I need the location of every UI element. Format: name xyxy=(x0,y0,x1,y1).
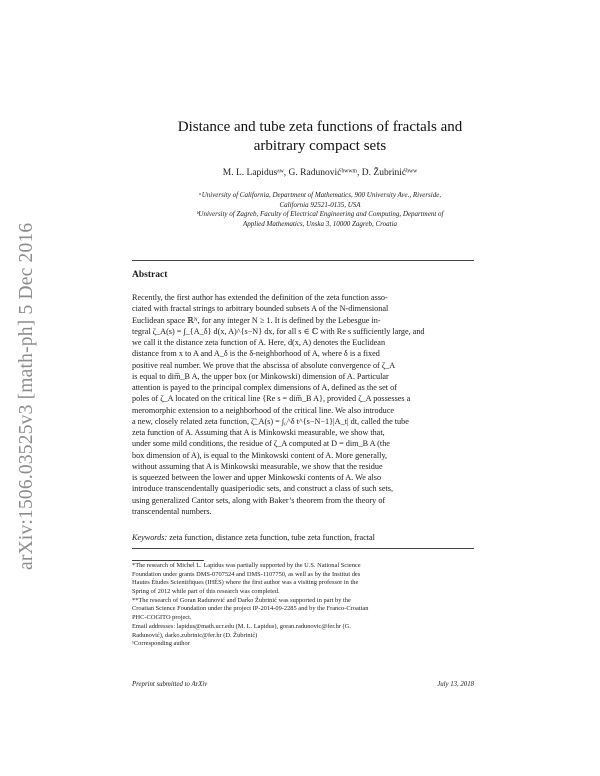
abstract-line: positive real number. We prove that the abscissa of absolute convergence of ζ_A xyxy=(132,360,396,370)
abstract-line: Recently, the first author has extended the definition of the zeta function asso- xyxy=(132,293,388,302)
footnote-line: Email addresses: lapidus@math.ucr.edu (M. L. Lapidus), goran.radunovic@fer.hr (G. xyxy=(132,622,351,630)
keywords xyxy=(132,533,474,542)
affiliation-a-line-1: ᵃUniversity of California, Department of Mathematics, 900 University Ave., Riverside, xyxy=(198,191,442,199)
abstract-line: using generalized Cantor sets, along with Baker’s theorem from the theory of xyxy=(132,495,386,505)
abstract-line: ciated with fractal strings to arbitrary bounded subsets A of the N-dimensional xyxy=(132,304,389,314)
title-line-2: arbitrary compact sets xyxy=(253,138,387,154)
footnote-line: ¹Corresponding author xyxy=(132,640,190,648)
keywords-text: zeta function, distance zeta function, tube zeta function, fractal xyxy=(169,533,375,542)
footnote-line: Croatian Science Foundation under the project IP-2014-09-2285 and by the Franco-Croatian xyxy=(132,605,369,613)
paper-title xyxy=(130,118,510,156)
abstract-line: tegral ζ_A(s) = ∫_{A_δ} d(x, A)^{s−N} dx, for all s ∈ ℂ with Re s sufficiently large, and xyxy=(132,326,425,336)
abstract-line: introduce transcendentally quasiperiodic sets, and construct a class of such sets, xyxy=(132,484,394,494)
abstract-bottom-rule xyxy=(132,548,474,549)
page-footer xyxy=(132,681,474,688)
abstract-line: we call it the distance zeta function of A. Here, d(x, A) denotes the Euclidean xyxy=(132,338,386,347)
abstract-line: under some mild conditions, the residue of ζ_A computed at D = dim_B A (the xyxy=(132,439,390,449)
abstract-top-rule xyxy=(132,260,474,261)
affiliation-b-line-1: ᵇUniversity of Zagreb, Faculty of Electrical Engineering and Computing, Department of xyxy=(196,210,444,218)
affiliation-a-line-2: California 92521-0135, USA xyxy=(279,200,361,209)
abstract-line: zeta function of A. Assuming that A is Minkowski measurable, we show that, xyxy=(132,428,385,437)
footnote-line: Foundation under grants DMS-0707524 and DMS-1107750, as well as by the Institut des xyxy=(132,570,361,578)
footnote-line: PHC-COGITO project. xyxy=(132,614,192,622)
footer-preprint-note: Preprint submitted to ArXiv xyxy=(132,681,208,688)
abstract-line: transcendental numbers. xyxy=(132,506,212,516)
footnote-line: Radunović), darko.zubrinic@fer.hr (D. Žubrinić) xyxy=(132,631,258,639)
affiliation-b xyxy=(132,210,508,229)
footnote-line: **The research of Goran Radunović and Darko Žubrinić was supported in part by the xyxy=(132,596,351,604)
affiliation-b-line-2: Applied Mathematics, Unska 3, 10000 Zagreb, Croatia xyxy=(242,219,398,228)
abstract-line: poles of ζ_A located on the critical line {Re s = dim̅_B A}, provided ζ_A possesses a xyxy=(132,394,411,404)
arxiv-identifier: arXiv:1506.03525v3 [math-ph] 5 Dec 2016 xyxy=(16,222,37,570)
title-line-1: Distance and tube zeta functions of fractals and xyxy=(177,119,463,135)
footer-date: July 13, 2018 xyxy=(437,681,474,688)
abstract-line: distance from x to A and A_δ is the δ-neighborhood of A, where δ is a fixed xyxy=(132,349,380,359)
keywords-label: Keywords: xyxy=(132,533,168,542)
footnote-line: Spring of 2012 while part of this research was completed. xyxy=(132,588,280,596)
abstract-line: meromorphic extension to a neighborhood of the critical line. We also introduce xyxy=(132,405,395,415)
abstract-line: without assuming that A is Minkowski measurable, we show that the residue xyxy=(132,461,383,471)
abstract-heading: Abstract xyxy=(132,270,168,280)
footnote-line: *The research of Michel L. Lapidus was partially supported by the U.S. National Science xyxy=(132,562,361,569)
abstract-line: is equal to dim̅_B A, the upper box (or Minkowski) dimension of A. Particular xyxy=(132,371,389,381)
footnote-rule xyxy=(132,560,204,561)
abstract-line: box dimension of A), is equal to the Minkowski content of A. More generally, xyxy=(132,450,388,460)
abstract-line: a new, closely related zeta function, ζ̃_A(s) = ∫₀^δ t^{s−N−1}|A_t| dt, called the tube xyxy=(132,416,409,426)
footnote-line: Hautes Études Scientifiques (IHÉS) where the first author was a visiting professor in the xyxy=(132,579,359,587)
affiliation-a xyxy=(132,191,508,210)
abstract-body xyxy=(132,292,474,517)
author-list: M. L. Lapidusᵃʷ, G. Radunovićᵇʷʷᵐ, D. Žubrinićᵇʷʷ xyxy=(222,168,418,178)
abstract-line: attention is payed to the principal complex dimensions of A, defined as the set of xyxy=(132,383,397,392)
abstract-line: is squeezed between the lower and upper Minkowski contents of A. We also xyxy=(132,473,382,482)
abstract-line: Euclidean space ℝᴺ, for any integer N ≥ 1. It is defined by the Lebesgue in- xyxy=(132,315,381,325)
footnotes xyxy=(132,562,474,649)
